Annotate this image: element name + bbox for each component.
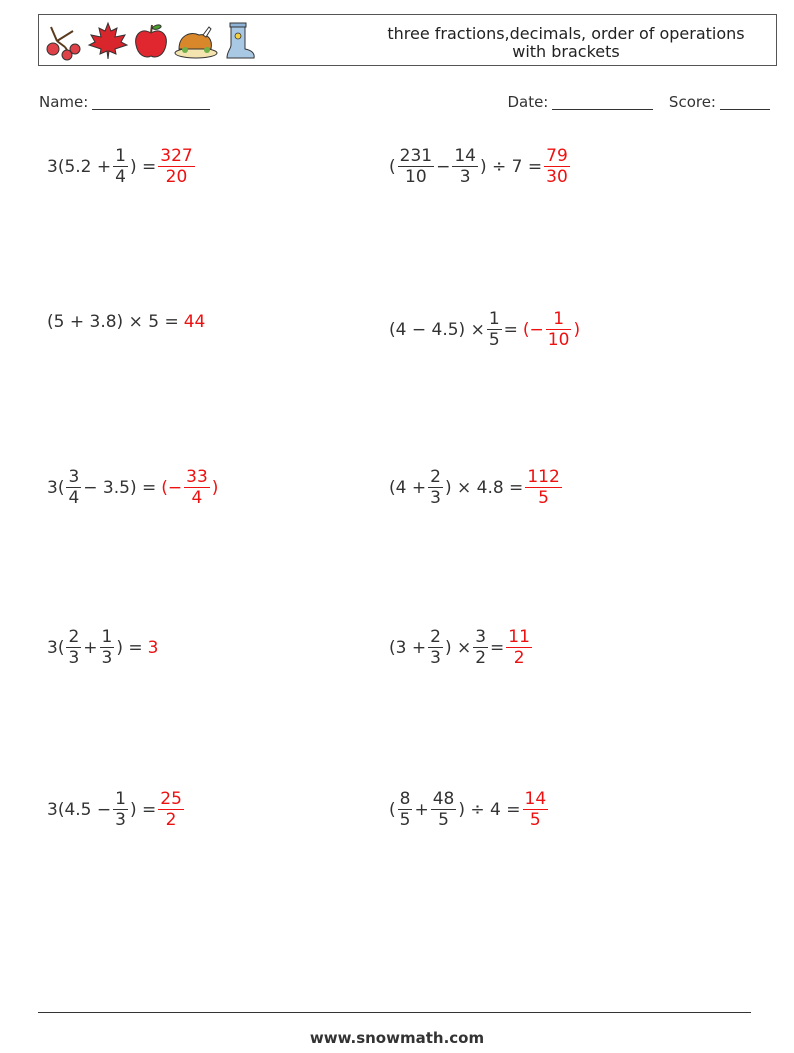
fraction: $\frac{3}{4}$	[68, 467, 80, 508]
problem-5: 3( $\frac{3}{4}$ − 3.5) = (− $\frac{33}{4}$ )	[47, 467, 219, 508]
answer: (− $\frac{33}{4}$ )	[161, 467, 219, 508]
apple-icon	[131, 21, 171, 61]
fraction: $\frac{2}{3}$	[68, 627, 80, 668]
score-blank[interactable]	[720, 109, 770, 110]
answer: $\frac{112}{5}$	[527, 467, 560, 508]
berries-icon	[43, 21, 85, 61]
answer: 44	[183, 312, 206, 332]
answer: $\frac{11}{2}$	[508, 627, 530, 668]
fraction: $\frac{2}{3}$	[430, 467, 441, 508]
fraction: $\frac{8}{5}$	[399, 789, 411, 830]
fraction: $\frac{1}{3}$	[115, 789, 126, 830]
fraction: $\frac{1}{5}$	[488, 309, 500, 350]
fraction: $\frac{1}{3}$	[101, 627, 113, 668]
title-line-1: three fractions,decimals, order of operations	[387, 24, 745, 43]
problem-10: ( $\frac{8}{5}$ + $\frac{48}{5}$ ) ÷ 4 = $\frac{14}{5}$	[389, 789, 547, 830]
problem-3: (5 + 3.8) × 5 = 44	[47, 312, 206, 332]
name-field	[39, 93, 210, 111]
problem-8: (3 + $\frac{2}{3}$ ) × $\frac{3}{2}$ = $\frac{11}{2}$	[389, 627, 530, 668]
header-box	[38, 14, 777, 66]
answer: $\frac{14}{5}$	[524, 789, 547, 830]
answer: $\frac{25}{2}$	[160, 789, 182, 830]
fraction: $\frac{2}{3}$	[430, 627, 441, 668]
problem-4: (4 − 4.5) × $\frac{1}{5}$ = (− $\frac{1}{10}$ )	[389, 309, 581, 350]
date-label: Date:	[507, 93, 549, 111]
problem-1: 3(5.2 + $\frac{1}{4}$ ) = $\frac{327}{20}$	[47, 146, 193, 187]
problem-2: ( $\frac{231}{10}$ − $\frac{14}{3}$ ) ÷ 7 = $\frac{79}{30}$	[389, 146, 568, 187]
worksheet-title	[366, 25, 766, 61]
answer: $\frac{79}{30}$	[546, 146, 568, 187]
fraction: $\frac{14}{3}$	[454, 146, 476, 187]
boot-icon	[221, 21, 257, 61]
problem-6: (4 + $\frac{2}{3}$ ) × 4.8 = $\frac{112}{5}$	[389, 467, 560, 508]
maple-leaf-icon	[87, 21, 129, 61]
fraction: $\frac{1}{4}$	[115, 146, 126, 187]
answer: (− $\frac{1}{10}$ )	[522, 309, 581, 350]
fraction: $\frac{231}{10}$	[399, 146, 433, 187]
problem-9: 3(4.5 − $\frac{1}{3}$ ) = $\frac{25}{2}$	[47, 789, 182, 830]
date-blank[interactable]	[552, 109, 653, 110]
footer-url[interactable]: www.snowmath.com	[309, 1029, 485, 1047]
name-blank[interactable]	[92, 109, 210, 110]
name-label: Name:	[39, 93, 89, 111]
footer-divider	[38, 1012, 751, 1013]
fraction: $\frac{48}{5}$	[432, 789, 455, 830]
date-score-field	[507, 93, 770, 111]
header-icons	[43, 19, 257, 63]
fraction: $\frac{3}{2}$	[475, 627, 487, 668]
title-line-2: with brackets	[512, 42, 620, 61]
answer: $\frac{327}{20}$	[160, 146, 193, 187]
problem-7: 3( $\frac{2}{3}$ + $\frac{1}{3}$ ) = 3	[47, 627, 159, 668]
answer: 3	[147, 637, 159, 658]
roast-turkey-icon	[173, 21, 219, 61]
score-label: Score:	[668, 93, 716, 111]
